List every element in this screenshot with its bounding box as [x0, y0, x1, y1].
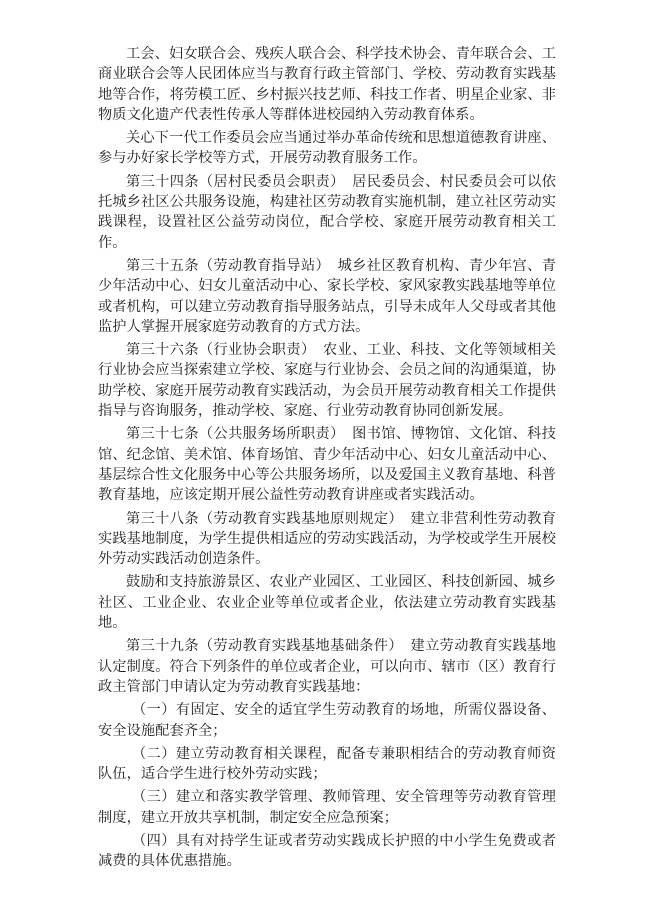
document-page — [98, 44, 556, 872]
list-item-3: （三）建立和落实教学管理、教师管理、安全管理等劳动教育管理制度，建立开放共享机制，制定安全应急预案； — [98, 789, 556, 826]
list-item-2: （二）建立劳动教育相关课程，配备专兼职相结合的劳动教育师资队伍，适合学生进行校外劳动实践； — [98, 745, 556, 783]
article-34: 第三十四条（居村民委员会职责） 居民委员会、村民委员会可以依托城乡社区公共服务设施，构建社区劳动教育实施机制，建立社区劳动实践课程，设置社区公益劳动岗位，配合学校、家庭开展劳动教育相关工作。 — [98, 173, 556, 251]
article-38: 第三十八条（劳动教育实践基地原则规定） 建立非营利性劳动教育实践基地制度，为学生提供相适应的劳动实践活动，为学校或学生开展校外劳动实践活动创造条件。 — [98, 510, 556, 568]
article-37: 第三十七条（公共服务场所职责） 图书馆、博物馆、文化馆、科技馆、纪念馆、美术馆、体育场馆、青少年活动中心、妇女儿童活动中心、基层综合性文化服务中心等公共服务场所，以及爱国主义教育基地、科普教育基地，应该定期开展公益性劳动教育讲座或者实践活动。 — [98, 426, 556, 504]
article-36: 第三十六条（行业协会职责） 农业、工业、科技、文化等领域相关行业协会应当探索建立学校、家庭与行业协会、会员之间的沟通渠道，协助学校、家庭开展劳动教育实践活动，为会员开展劳动教育相关工作提供指导与咨询服务，推动学校、家庭、行业劳动教育协同创新发展。 — [98, 342, 556, 420]
article-35: 第三十五条（劳动教育指导站） 城乡社区教育机构、青少年宫、青少年活动中心、妇女儿童活动中心、家长学校、家风家教实践基地等单位或者机构，可以建立劳动教育指导服务站点，引导未成年人父母或者其他监护人掌握开展家庭劳动教育的方式方法。 — [98, 257, 556, 335]
article-39: 第三十九条（劳动教育实践基地基础条件） 建立劳动教育实践基地认定制度。符合下列条件的单位或者企业，可以向市、辖市（区）教育行政主管部门申请认定为劳动教育实践基地： — [98, 638, 556, 695]
list-item-4: （四）具有对持学生证或者劳动实践成长护照的中小学生免费或者减费的具体优惠措施。 — [98, 832, 556, 870]
paragraph-people-organizations: 工会、妇女联合会、残疾人联合会、科学技术协会、青年联合会、工商业联合会等人民团体应当与教育行政主管部门、学校、劳动教育实践基地等合作，将劳模工匠、乡村振兴技艺师、科技工作者、明星企业家、非物质文化遗产代表性传承人等群体进校园纳入劳动教育体系。 — [98, 46, 556, 123]
paragraph-encourage-bases: 鼓励和支持旅游景区、农业产业园区、工业园区、科技创新园、城乡社区、工业企业、农业企业等单位或者企业，依法建立劳动教育实践基地。 — [98, 574, 556, 632]
paragraph-next-generation-committee: 关心下一代工作委员会应当通过举办革命传统和思想道德教育讲座、参与办好家长学校等方式，开展劳动教育服务工作。 — [98, 130, 556, 167]
list-item-1: （一）有固定、安全的适宜学生劳动教育的场地，所需仪器设备、安全设施配套齐全； — [98, 702, 556, 739]
